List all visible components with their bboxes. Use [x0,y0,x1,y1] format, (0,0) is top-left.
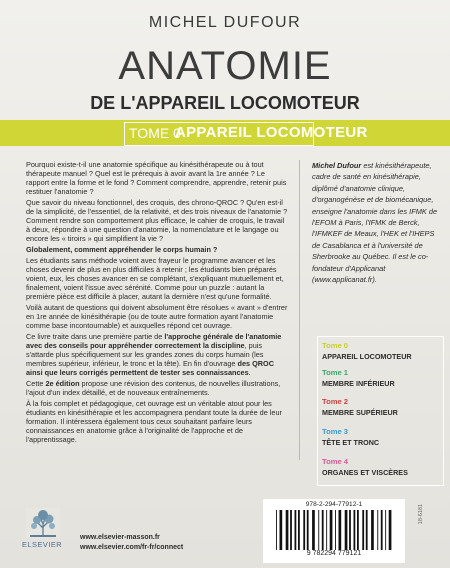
book-title: ANATOMIE [118,44,332,88]
blurb-text-run: propose une révision des contenus, de nouvelles illustrations, l'ajout d'un index détaillé, et de nouveaux entraînements. [26,379,281,397]
blurb-text-run: . [248,368,251,377]
tome-list-number: Tome 2 [322,397,349,406]
bio-text: est kinésithérapeute, cadre de santé en kinésithérapie, diplômé d'anatomie clinique, d'organogénèse et de biomécanique, enseigne l'anatomie dans les IFMK de l'EFOM à Paris, l'IFMK de Berck, l'IFMKEF de Meaux, l'HEK et l'IHEPS de Casablanca et à l'université de Sherbrooke au Québec. Il est le co-fondateur d'Applicanat (www.applicanat.fr). [312,161,438,285]
barcode-digits: 9 782294 779121 [306,550,362,557]
tome-list-name: TÊTE ET TRONC [322,438,380,447]
blurb-paragraph: Pourquoi existe-t-il une anatomie spécifique au kinésithérapeute ou à tout thérapeute manuel ? Quel est le prérequis à avoir avant la 1re année ? Le rapport entre la forme et le fond ? Comment comprendre, apprendre, retenir puis restituer l'anatomie ? [26,160,287,196]
blurb-paragraph [26,332,288,377]
blurb-text-run: , puis s'attarde plus spécifiquement sur les grandes zones du corps humain (les membres supérieur, inférieur, le tronc et la tête). En fin d'ouvrage [26,341,264,368]
blurb-text-run: Ce livre traite dans une première partie de [26,332,165,341]
elsevier-tree-logo-icon [26,508,60,538]
tome-list-item [322,341,412,361]
blurb-paragraph: À la fois complet et pédagogique, cet ouvrage est un véritable atout pour les étudiants en kinésithérapie et les accompagnera pendant toute la durée de leur formation. Il intéressera également tous ceux souhaitant parfaire leurs connaissances en anatomie grâce à l'originalité de l'approche et de l'apprentissage. [26,399,282,444]
publisher-websites [80,533,183,553]
tome-list-name: ORGANES ET VISCÈRES [322,468,408,477]
blurb-emphasis: des QROC ainsi que leurs corrigés permettent de tester ses connaissances [26,359,274,377]
tome-list-name: APPAREIL LOCOMOTEUR [322,352,412,361]
blurb-emphasis: 2e édition [45,379,80,388]
blurb-text-run: Cette [26,379,46,388]
tome-name: APPAREIL LOCOMOTEUR [175,124,368,141]
author-name: MICHEL DUFOUR [148,14,302,31]
tome-list-number: Tome 3 [322,427,349,436]
website-link[interactable]: www.elsevier-masson.fr [80,534,160,541]
isbn-text: 978-2-294-77912-1 [305,501,363,508]
tome-list-item [322,457,408,477]
product-code: 18-6181 [418,504,424,525]
tome-list-item [322,427,379,447]
tome-list-number: Tome 4 [322,457,349,466]
author-bio [312,160,438,285]
blurb-heading: Globalement, comment appréhender le corps humain ? [26,245,218,254]
tome-list-item [322,368,395,388]
blurb-paragraph: Voilà autant de questions qui doivent absolument être résolues « avant » d'entrer en 1re année de kinésithérapie (ou de toute autre formation ayant l'anatomie comme base incontournable) et auxquelles répond cet ouvrage. [26,303,288,330]
tome-number: TOME 0 [129,125,181,141]
publisher-name: ELSEVIER [22,540,63,549]
blurb-paragraph: Les étudiants sans méthode voient avec frayeur le programme avancer et les choses devenir de plus en plus difficiles à retenir ; les étudiants bien préparés voient, eux, les choses avancer en se complétant, s'expliquant mutuellement et, finalement, voient l'issue avec sérénité. Comme pour un puzzle : autant la première pièce est difficile à placer, autant la dernière n'est qu'une formalité. [26,256,284,301]
tome-list-number: Tome 0 [322,341,349,350]
tome-list-item [322,397,398,417]
tome-list-name: MEMBRE SUPÉRIEUR [322,408,398,417]
blurb-emphasis: l'approche générale de l'anatomie avec des conseils pour appréhender correctement la discipline [26,332,282,350]
isbn-barcode-icon [275,510,393,550]
blurb-paragraph: Que savoir du niveau fonctionnel, des croquis, des chrono-QROC ? Qu'en est-il de la simplicité, de l'essentiel, de la relativité, et des trois niveaux de l'anatomie ? Comment rendre son comportement plus efficace, le cahier de croquis, le travail à deux, répondre à une question d'anatomie, la nomenclature et le langage ou encore les « tiroirs » qui simplifient la vie ? [26,198,288,243]
blurb-text [26,160,288,446]
website-link[interactable]: www.elsevier.com/fr-fr/connect [80,544,184,551]
blurb-paragraph [26,379,288,397]
tome-list-name: MEMBRE INFÉRIEUR [322,379,395,388]
tome-list-number: Tome 1 [322,368,349,377]
bio-author-name: Michel Dufour [312,161,362,170]
book-subtitle: DE L'APPAREIL LOCOMOTEUR [90,93,360,113]
column-divider [299,160,300,460]
